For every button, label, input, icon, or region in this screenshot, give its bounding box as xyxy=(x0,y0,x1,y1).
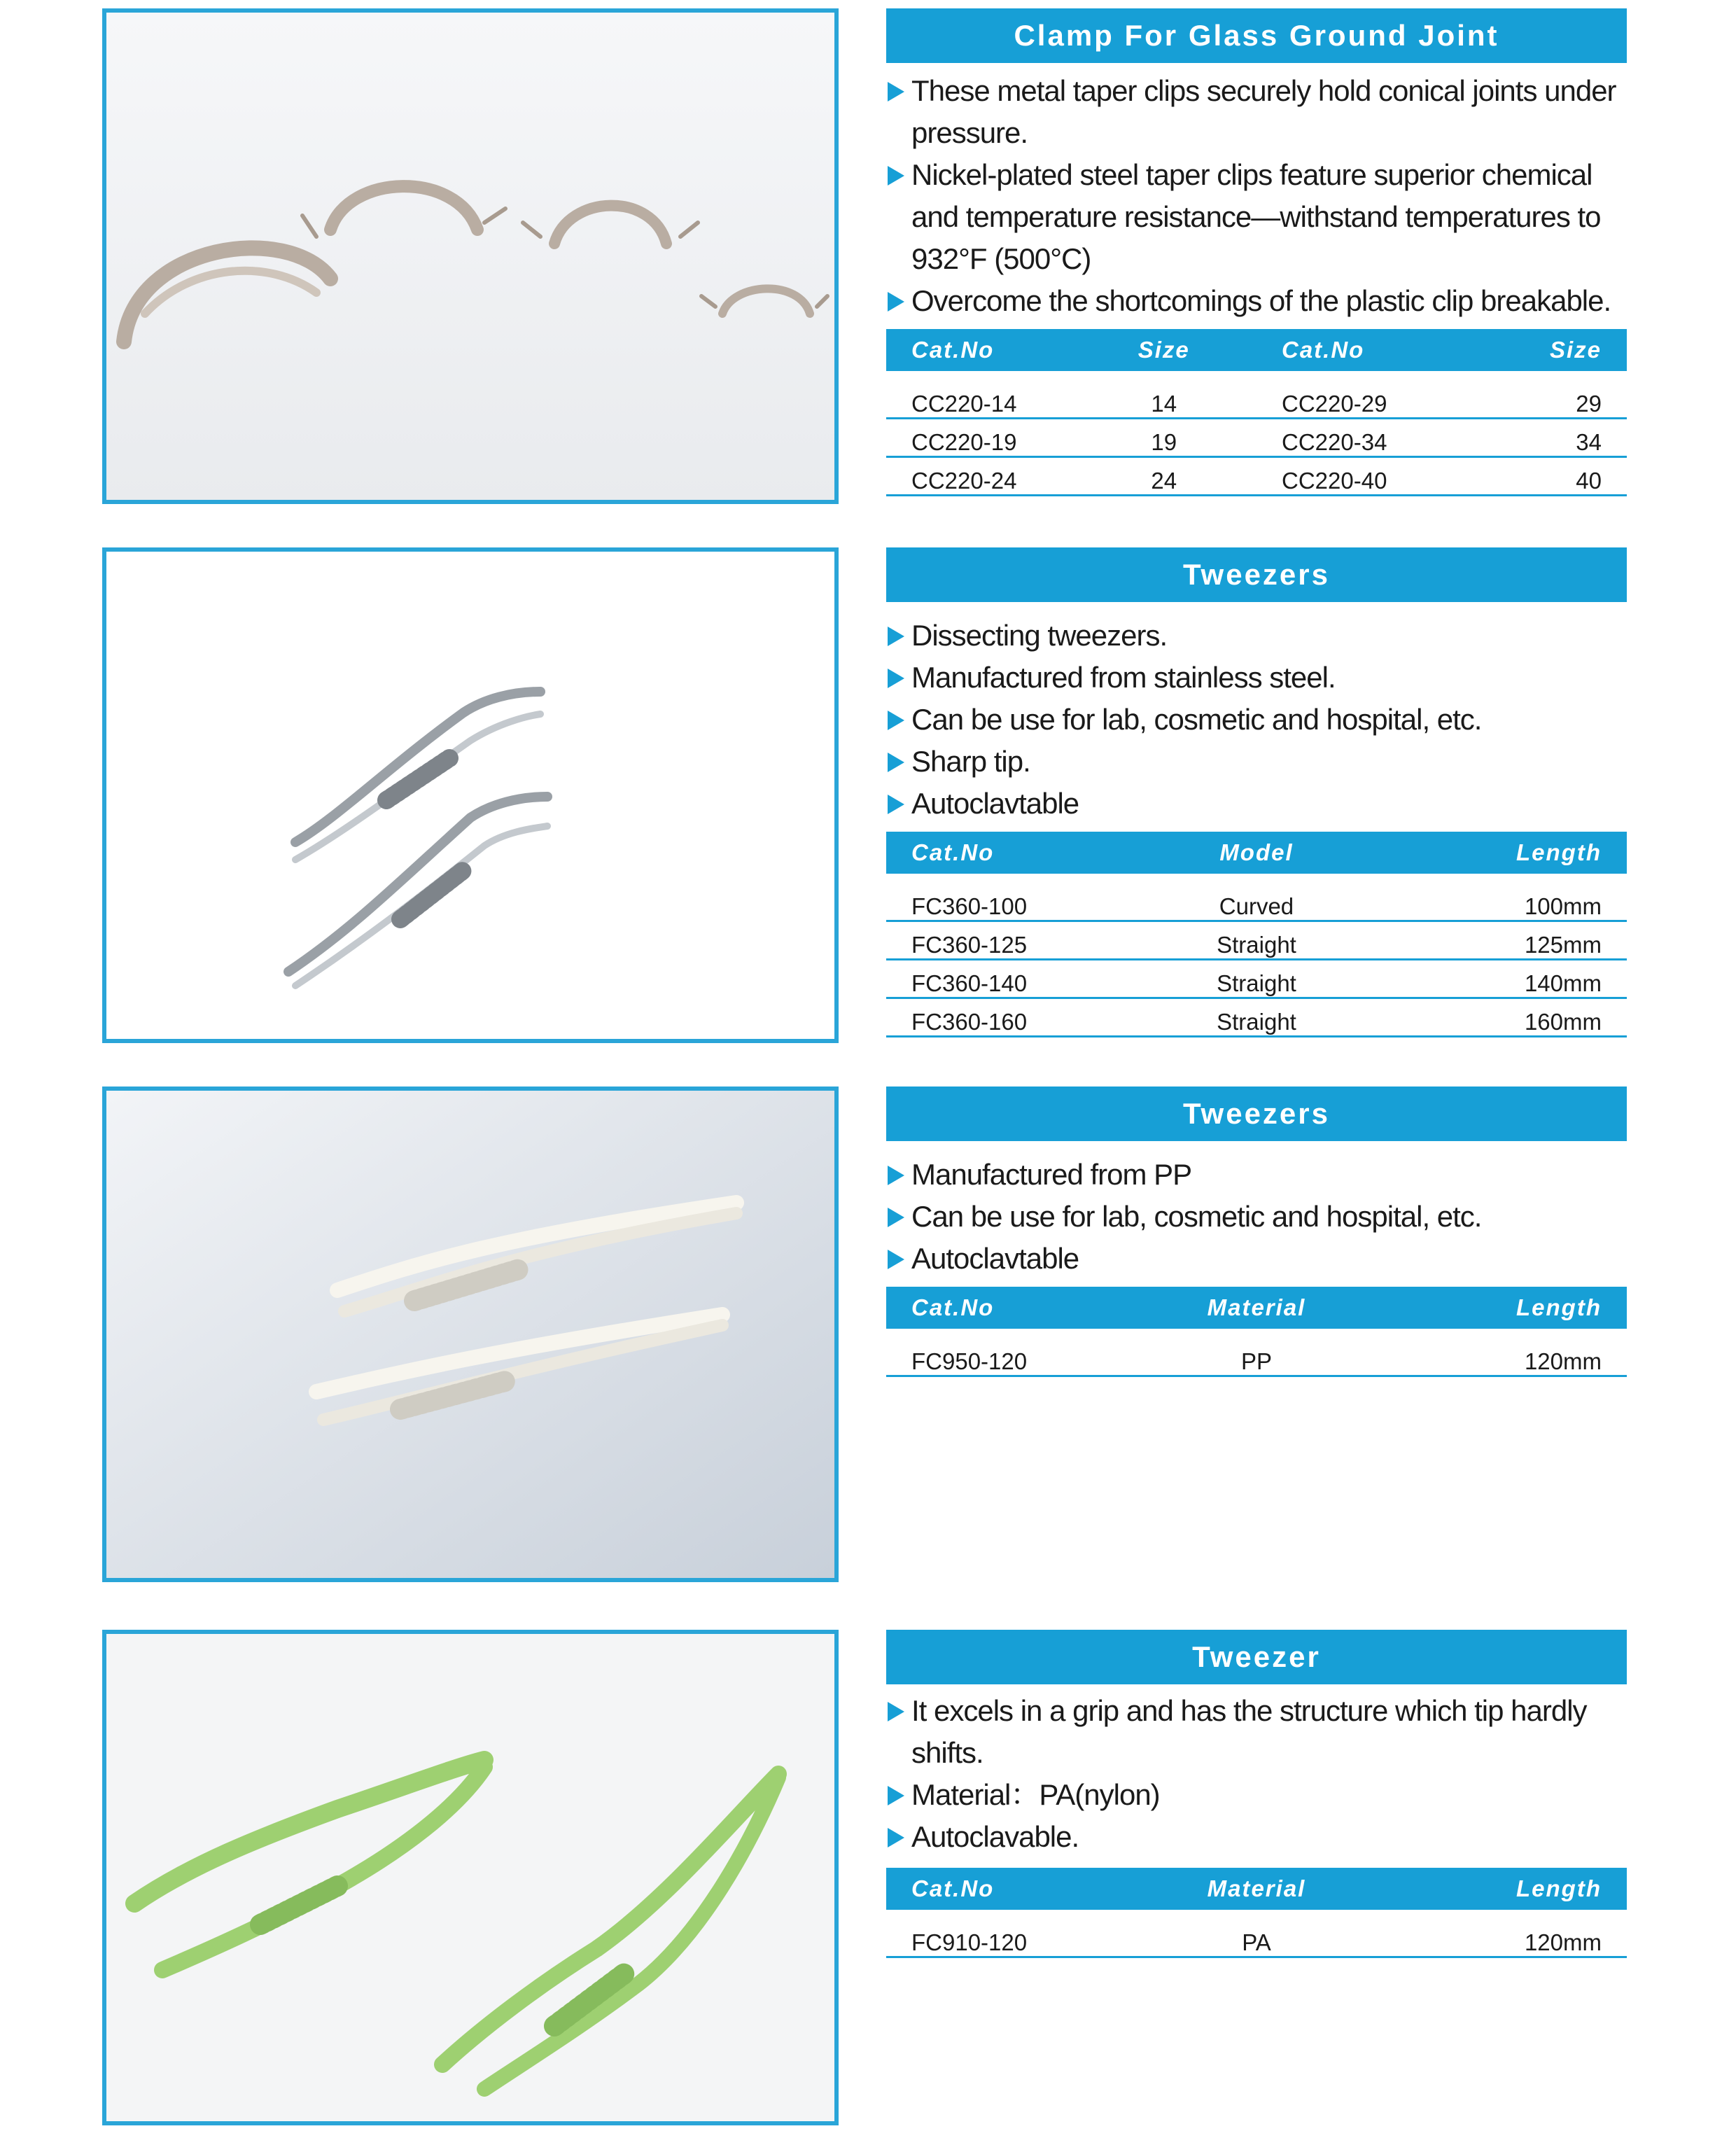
list-item: Material：PA(nylon) xyxy=(886,1774,1627,1816)
table-cell: CC220-40 xyxy=(1256,457,1442,496)
table-row xyxy=(886,419,1627,457)
table-cell: PP xyxy=(1133,1329,1380,1376)
table-cell: 24 xyxy=(1072,457,1257,496)
table-cell: CC220-24 xyxy=(886,457,1072,496)
spec-table xyxy=(886,1287,1627,1377)
table-cell: 125mm xyxy=(1380,921,1627,960)
list-item: Autoclavable. xyxy=(886,1816,1627,1858)
table-cell: 14 xyxy=(1072,371,1257,419)
section-pa-tweezer xyxy=(886,1630,1627,1958)
list-item: It excels in a grip and has the structure which tip hardly shifts. xyxy=(886,1690,1627,1774)
table-cell: CC220-14 xyxy=(886,371,1072,419)
list-item: Nickel-plated steel taper clips feature superior chemical and temperature resistance—withstand temperatures to 932°F (500°C) xyxy=(886,154,1627,280)
section-title: Tweezers xyxy=(886,547,1627,602)
table-row xyxy=(886,921,1627,960)
table-header-row xyxy=(886,832,1627,874)
table-header-row xyxy=(886,1868,1627,1910)
section-steel-tweezers xyxy=(886,547,1627,1037)
section-title: Tweezer xyxy=(886,1630,1627,1684)
list-item: Overcome the shortcomings of the plastic clip breakable. xyxy=(886,280,1627,322)
list-item: Autoclavtable xyxy=(886,783,1627,825)
column-header: Model xyxy=(1133,832,1380,874)
list-item: Can be use for lab, cosmetic and hospital, etc. xyxy=(886,1196,1627,1238)
column-header: Length xyxy=(1380,1287,1627,1329)
table-row xyxy=(886,960,1627,998)
column-header: Cat.No xyxy=(1256,329,1442,371)
column-header: Cat.No xyxy=(886,329,1072,371)
table-row xyxy=(886,874,1627,921)
table-row xyxy=(886,457,1627,496)
table-cell: FC360-100 xyxy=(886,874,1133,921)
table-cell: 160mm xyxy=(1380,998,1627,1037)
column-header: Size xyxy=(1072,329,1257,371)
table-row xyxy=(886,998,1627,1037)
column-header: Material xyxy=(1133,1287,1380,1329)
table-cell: 34 xyxy=(1442,419,1628,457)
product-photo-glass-joint-clamps xyxy=(102,8,839,504)
list-item: Manufactured from PP xyxy=(886,1154,1627,1196)
column-header: Size xyxy=(1442,329,1628,371)
pa-tweezer-illustration xyxy=(106,1634,834,2121)
list-item: These metal taper clips securely hold conical joints under pressure. xyxy=(886,70,1627,154)
table-row xyxy=(886,371,1627,419)
table-cell: CC220-19 xyxy=(886,419,1072,457)
section-clamp xyxy=(886,8,1627,496)
table-cell: FC910-120 xyxy=(886,1910,1133,1957)
list-item: Dissecting tweezers. xyxy=(886,615,1627,657)
list-item: Manufactured from stainless steel. xyxy=(886,657,1627,699)
table-cell: Curved xyxy=(1133,874,1380,921)
section-pp-tweezers xyxy=(886,1087,1627,1377)
table-cell: Straight xyxy=(1133,998,1380,1037)
table-cell: 29 xyxy=(1442,371,1628,419)
table-cell: Straight xyxy=(1133,960,1380,998)
table-cell: FC360-125 xyxy=(886,921,1133,960)
column-header: Length xyxy=(1380,832,1627,874)
section-title: Tweezers xyxy=(886,1087,1627,1141)
spec-table xyxy=(886,329,1627,496)
feature-list xyxy=(886,1690,1627,1858)
list-item: Sharp tip. xyxy=(886,741,1627,783)
column-header: Material xyxy=(1133,1868,1380,1910)
column-header: Cat.No xyxy=(886,1868,1133,1910)
section-title: Clamp For Glass Ground Joint xyxy=(886,8,1627,63)
table-cell: 120mm xyxy=(1380,1910,1627,1957)
list-item: Autoclavtable xyxy=(886,1238,1627,1280)
steel-tweezers-illustration xyxy=(106,552,834,1039)
product-photo-pa-tweezer xyxy=(102,1630,839,2125)
feature-list xyxy=(886,70,1627,322)
feature-list xyxy=(886,615,1627,825)
product-photo-pp-tweezers xyxy=(102,1087,839,1582)
clamps-illustration xyxy=(106,13,834,500)
table-row xyxy=(886,1910,1627,1957)
table-cell: FC360-140 xyxy=(886,960,1133,998)
table-cell: FC950-120 xyxy=(886,1329,1133,1376)
column-header: Cat.No xyxy=(886,1287,1133,1329)
table-cell: FC360-160 xyxy=(886,998,1133,1037)
table-header-row xyxy=(886,1287,1627,1329)
column-header: Cat.No xyxy=(886,832,1133,874)
list-item: Can be use for lab, cosmetic and hospital, etc. xyxy=(886,699,1627,741)
pp-tweezers-illustration xyxy=(106,1091,834,1578)
product-photo-steel-tweezers xyxy=(102,547,839,1043)
table-cell: 140mm xyxy=(1380,960,1627,998)
feature-list xyxy=(886,1154,1627,1280)
table-cell: CC220-29 xyxy=(1256,371,1442,419)
table-cell: 100mm xyxy=(1380,874,1627,921)
table-cell: 120mm xyxy=(1380,1329,1627,1376)
table-header-row xyxy=(886,329,1627,371)
spec-table xyxy=(886,832,1627,1037)
spec-table xyxy=(886,1868,1627,1958)
table-row xyxy=(886,1329,1627,1376)
table-cell: CC220-34 xyxy=(1256,419,1442,457)
table-cell: PA xyxy=(1133,1910,1380,1957)
table-cell: 40 xyxy=(1442,457,1628,496)
table-cell: 19 xyxy=(1072,419,1257,457)
table-cell: Straight xyxy=(1133,921,1380,960)
column-header: Length xyxy=(1380,1868,1627,1910)
